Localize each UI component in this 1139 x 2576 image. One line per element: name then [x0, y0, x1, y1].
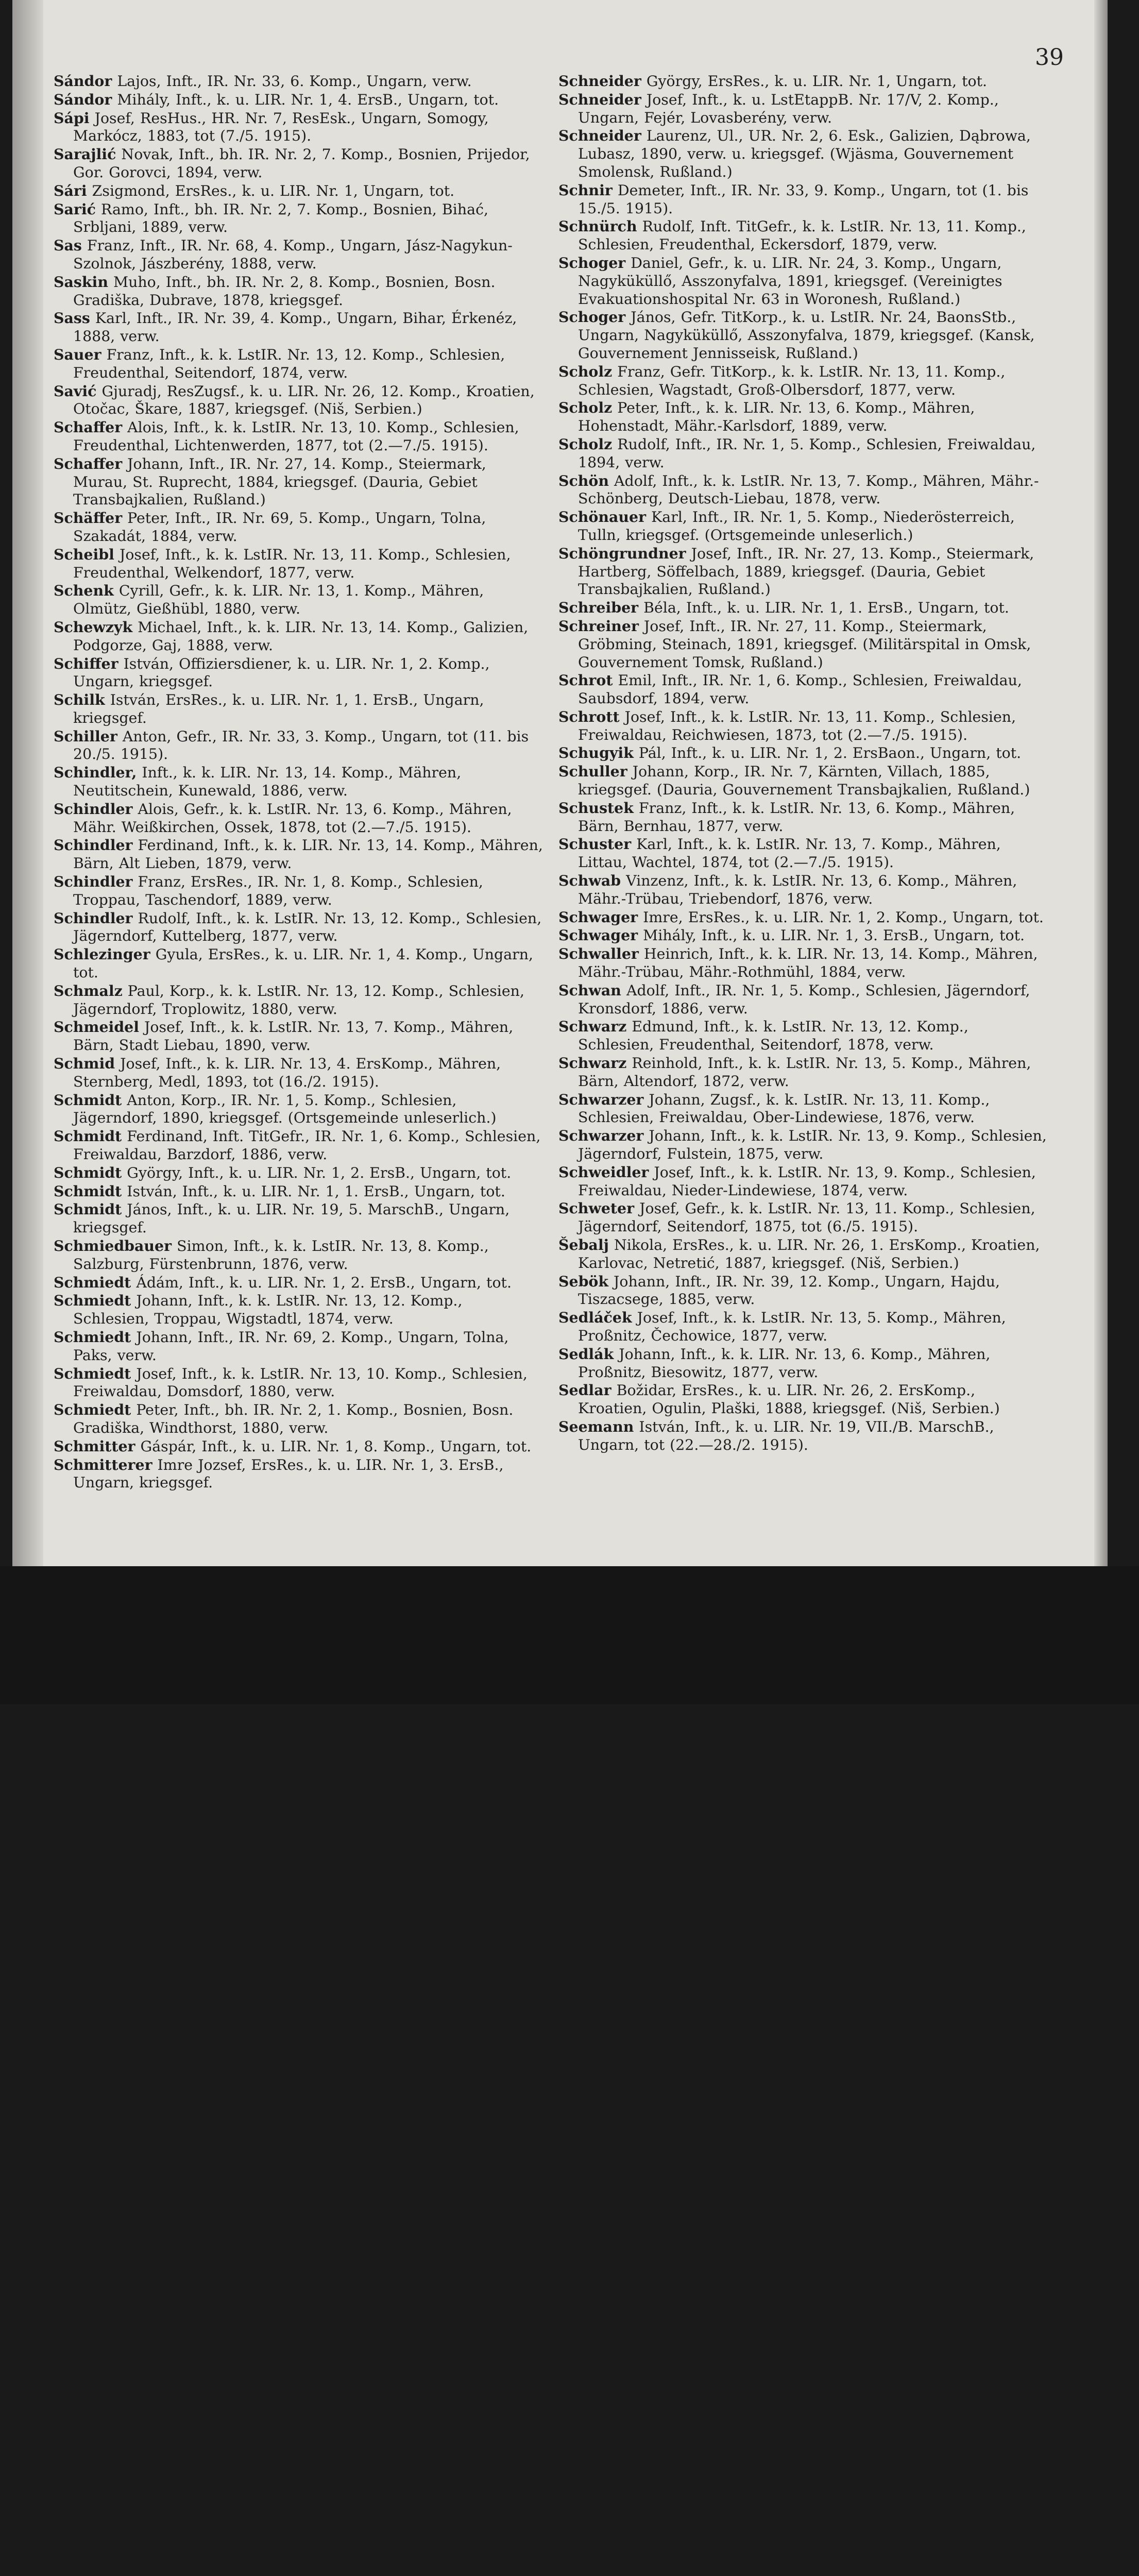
entry-details: György, ErsRes., k. u. LIR. Nr. 1, Ungarn, tot.: [641, 73, 988, 90]
register-entry: [54, 691, 543, 727]
register-entry: [54, 873, 543, 909]
entry-surname: Sedláček: [558, 1309, 632, 1327]
entry-surname: Schoger: [558, 253, 626, 272]
entry-details: Johann, Inft., k. k. LstIR. Nr. 13, 12. Komp., Schlesien, Troppau, Wigstadtl, 1874, verw.: [73, 1292, 463, 1328]
register-entry: [558, 945, 1048, 981]
entry-surname: Schwarzer: [558, 1127, 644, 1145]
entry-surname: Sebök: [558, 1272, 609, 1290]
entry-surname: Schmidt: [54, 1163, 122, 1181]
register-entry: [558, 1236, 1048, 1273]
entry-surname: Schäffer: [54, 509, 123, 527]
entry-surname: Scholz: [558, 362, 613, 380]
entry-details: István, ErsRes., k. u. LIR. Nr. 1, 1. ErsB., Ungarn, kriegsgef.: [73, 691, 484, 726]
entry-surname: Schmeidel: [54, 1018, 140, 1036]
entry-details: Edmund, Inft., k. k. LstIR. Nr. 13, 12. Komp., Schlesien, Freudenthal, Seitendorf, 1878, verw.: [578, 1018, 968, 1054]
entry-surname: Scheibl: [54, 545, 114, 563]
entry-details: Josef, Inft., k. k. LstIR. Nr. 13, 5. Komp., Mähren, Proßnitz, Čechowice, 1877, verw.: [578, 1309, 1006, 1344]
register-entry: [558, 508, 1048, 545]
register-entry: [558, 1273, 1048, 1309]
entry-surname: Saskin: [54, 273, 108, 291]
entry-details: István, Inft., k. u. LIR. Nr. 1, 1. ErsB., Ungarn, tot.: [122, 1182, 505, 1200]
entry-surname: Sass: [54, 309, 90, 327]
entry-details: Pál, Inft., k. u. LIR. Nr. 1, 2. ErsBaon., Ungarn, tot.: [633, 744, 1022, 762]
entry-surname: Sarić: [54, 200, 96, 218]
register-entry: [558, 926, 1048, 945]
entry-details: Josef, Inft., k. u. LstEtappB. Nr. 17/V, 2. Komp., Ungarn, Fejér, Lovasberény, verw.: [578, 91, 999, 126]
entry-surname: Schneider: [558, 72, 641, 90]
entry-surname: Schnürch: [558, 217, 637, 235]
register-entry: [54, 72, 543, 91]
entry-surname: Schreiber: [558, 599, 639, 617]
entry-details: Ferdinand, Inft., k. k. LIR. Nr. 13, 14. Komp., Mähren, Bärn, Alt Lieben, 1879, verw.: [73, 837, 543, 872]
register-entry: [54, 800, 543, 837]
register-entry: [558, 399, 1048, 435]
entry-surname: Schmiedt: [54, 1328, 131, 1346]
entry-surname: Schindler: [54, 836, 133, 854]
entry-details: Simon, Inft., k. k. LstIR. Nr. 13, 8. Komp., Salzburg, Fürstenbrunn, 1876, verw.: [73, 1238, 489, 1273]
register-entry: [54, 509, 543, 546]
entry-details: Heinrich, Inft., k. k. LIR. Nr. 13, 14. Komp., Mähren, Mähr.-Trübau, Mähr.-Rothmühl, 1884, verw.: [578, 945, 1038, 981]
register-entry: [558, 1345, 1048, 1382]
entry-surname: Schenk: [54, 582, 114, 600]
register-entry: [54, 1127, 543, 1164]
entry-surname: Schweidler: [558, 1163, 649, 1181]
entry-details: Michael, Inft., k. k. LIR. Nr. 13, 14. Komp., Galizien, Podgorze, Gaj, 1888, verw.: [73, 618, 529, 654]
entry-details: Novak, Inft., bh. IR. Nr. 2, 7. Komp., Bosnien, Prijedor, Gor. Gorovci, 1894, verw.: [73, 146, 530, 181]
entry-details: János, Gefr. TitKorp., k. u. LstIR. Nr. 24, BaonsStb., Ungarn, Nagyküküllő, Asszonyfalva, 1879, kriegsgef. (Kansk, Gouvernement Jennisseisk, Rußland.): [578, 309, 1035, 362]
register-entry: [558, 435, 1048, 472]
entry-details: Ádám, Inft., k. u. LIR. Nr. 1, 2. ErsB., Ungarn, tot.: [131, 1274, 512, 1291]
entry-details: György, Inft., k. u. LIR. Nr. 1, 2. ErsB., Ungarn, tot.: [122, 1164, 512, 1181]
entry-details: Josef, Inft., k. k. LstIR. Nr. 13, 9. Komp., Schlesien, Freiwaldau, Nieder-Lindewiese, 1874, verw.: [578, 1163, 1036, 1199]
entry-surname: Schuster: [558, 835, 632, 853]
entry-details: Zsigmond, ErsRes., k. u. LIR. Nr. 1, Ungarn, tot.: [87, 182, 455, 199]
entry-details: Muho, Inft., bh. IR. Nr. 2, 8. Komp., Bosnien, Bosn. Gradiška, Dubrave, 1878, kriegsgef.: [73, 273, 496, 309]
entry-surname: Schreiner: [558, 617, 639, 635]
entry-details: Imre, ErsRes., k. u. LIR. Nr. 1, 2. Komp., Ungarn, tot.: [638, 908, 1044, 926]
entry-details: Franz, Inft., IR. Nr. 68, 4. Komp., Ungarn, Jász-Nagykun-Szolnok, Jászberény, 1888, verw.: [73, 237, 513, 272]
register-entry: [54, 418, 543, 455]
entry-details: Vinzenz, Inft., k. k. LstIR. Nr. 13, 6. Komp., Mähren, Mähr.-Trübau, Triebendorf, 1876, verw.: [578, 872, 1017, 907]
entry-details: Karl, Inft., IR. Nr. 39, 4. Komp., Ungarn, Bihar, Érkenéz, 1888, verw.: [73, 310, 517, 345]
right-column: [558, 72, 1048, 1454]
entry-surname: Sári: [54, 181, 87, 199]
register-entry: [54, 1018, 543, 1055]
entry-surname: Sauer: [54, 345, 101, 363]
entry-surname: Schwaller: [558, 945, 639, 963]
entry-details: Božidar, ErsRes., k. u. LIR. Nr. 26, 2. ErsKomp., Kroatien, Ogulin, Plaški, 1888, kriegsgef. (Niš, Serbien.): [578, 1382, 1000, 1417]
entry-details: István, Offiziersdiener, k. u. LIR. Nr. 1, 2. Komp., Ungarn, kriegsgef.: [73, 655, 490, 690]
entry-surname: Schön: [558, 471, 609, 489]
entry-details: Rudolf, Inft. TitGefr., k. k. LstIR. Nr. 13, 11. Komp., Schlesien, Freudenthal, Eckersdorf, 1879, verw.: [578, 218, 1026, 253]
entry-details: Gáspár, Inft., k. u. LIR. Nr. 1, 8. Komp., Ungarn, tot.: [135, 1437, 532, 1455]
register-entry: [54, 1091, 543, 1128]
register-entry: [54, 582, 543, 618]
entry-details: Laurenz, Ul., UR. Nr. 2, 6. Esk., Galizien, Dąbrowa, Lubasz, 1890, verw. u. kriegsgef. (Wjäsma, Gouvernement Smolensk, Rußland.): [578, 127, 1031, 180]
register-entry: [54, 836, 543, 873]
entry-details: Ramo, Inft., bh. IR. Nr. 2, 7. Komp., Bosnien, Bihać, Srbljani, 1889, verw.: [73, 200, 488, 236]
entry-surname: Schindler: [54, 800, 133, 818]
entry-surname: Schmiedt: [54, 1273, 131, 1291]
entry-details: Johann, Inft., k. k. LIR. Nr. 13, 6. Komp., Mähren, Proßnitz, Biesowitz, 1877, verw.: [578, 1345, 991, 1381]
entry-surname: Schmiedbauer: [54, 1237, 172, 1255]
register-entry: [54, 727, 543, 764]
register-entry: [54, 546, 543, 582]
entry-details: János, Inft., k. u. LIR. Nr. 19, 5. MarschB., Ungarn, kriegsgef.: [73, 1201, 510, 1236]
register-entry: [558, 599, 1048, 617]
register-entry: [54, 1292, 543, 1328]
entry-surname: Schrott: [558, 707, 620, 725]
entry-details: Anton, Gefr., IR. Nr. 33, 3. Komp., Ungarn, tot (11. bis 20./5. 1915).: [73, 727, 529, 763]
entry-surname: Schindler: [54, 873, 133, 891]
register-entry: [558, 799, 1048, 836]
register-entry: [54, 109, 543, 146]
register-entry: [54, 909, 543, 946]
register-entry: [558, 472, 1048, 509]
register-entry: [54, 145, 543, 182]
scanned-page: [12, 0, 1108, 1566]
entry-surname: Sápi: [54, 109, 90, 127]
entry-surname: Seemann: [558, 1417, 634, 1435]
register-entry: [558, 91, 1048, 127]
entry-surname: Schindler: [54, 909, 133, 927]
register-entry: [558, 363, 1048, 399]
entry-surname: Schmidt: [54, 1127, 122, 1145]
page-edge: [1094, 0, 1108, 1566]
register-entry: [54, 91, 543, 109]
register-entry: [558, 617, 1048, 671]
entry-details: Josef, Gefr., k. k. LstIR. Nr. 13, 11. Komp., Schlesien, Jägerndorf, Seitendorf, 1875, tot (6./5. 1915).: [578, 1200, 1035, 1235]
entry-surname: Schewzyk: [54, 618, 133, 636]
register-entry: [54, 236, 543, 273]
register-entry: [54, 1437, 543, 1456]
register-entry: [558, 181, 1048, 218]
entry-details: Inft., k. k. LIR. Nr. 13, 14. Komp., Mähren, Neutitschein, Kunewald, 1886, verw.: [73, 764, 462, 800]
entry-surname: Savić: [54, 382, 97, 400]
register-entry: [558, 1381, 1048, 1418]
entry-details: Josef, Inft., k. k. LstIR. Nr. 13, 10. Komp., Schlesien, Freiwaldau, Domsdorf, 1880, verw.: [73, 1365, 528, 1400]
register-entry: [54, 346, 543, 382]
entry-details: Rudolf, Inft., k. k. LstIR. Nr. 13, 12. Komp., Schlesien, Jägerndorf, Kuttelberg, 1877, verw.: [73, 909, 542, 945]
entry-details: Reinhold, Inft., k. k. LstIR. Nr. 13, 5. Komp., Mähren, Bärn, Altendorf, 1872, verw.: [578, 1055, 1031, 1090]
entry-details: Gjuradj, ResZugsf., k. u. LIR. Nr. 26, 12. Komp., Kroatien, Otočac, Škare, 1887, kriegsgef. (Niš, Serbien.): [73, 382, 535, 418]
entry-surname: Schönauer: [558, 508, 647, 526]
register-entry: [54, 945, 543, 982]
entry-details: Johann, Korp., IR. Nr. 7, Kärnten, Villach, 1885, kriegsgef. (Dauria, Gouvernement Transbajkalien, Rußland.): [578, 763, 1030, 799]
register-entry: [558, 127, 1048, 181]
entry-surname: Scholz: [558, 435, 613, 453]
register-entry: [558, 308, 1048, 362]
register-entry: [54, 182, 543, 200]
register-entry: [558, 872, 1048, 908]
entry-details: Béla, Inft., k. u. LIR. Nr. 1, 1. ErsB., Ungarn, tot.: [638, 599, 1009, 617]
register-entry: [558, 981, 1048, 1018]
entry-surname: Schwan: [558, 981, 621, 999]
register-entry: [54, 273, 543, 310]
entry-details: Johann, Inft., k. k. LstIR. Nr. 13, 9. Komp., Schlesien, Jägerndorf, Fulstein, 1875, verw.: [578, 1127, 1047, 1163]
register-entry: [558, 744, 1048, 762]
viewer-footer: [0, 1566, 1139, 1704]
register-entry: [558, 217, 1048, 254]
entry-details: Josef, Inft., k. k. LstIR. Nr. 13, 11. Komp., Schlesien, Freiwaldau, Reichwiesen, 1873, tot (2.—7./5. 1915).: [578, 708, 1016, 743]
entry-surname: Schmiedt: [54, 1401, 131, 1419]
entry-details: István, Inft., k. u. LIR. Nr. 19, VII./B. MarschB., Ungarn, tot (22.—28./2. 1915).: [578, 1418, 994, 1453]
entry-surname: Scholz: [558, 399, 613, 417]
entry-surname: Schiffer: [54, 654, 118, 672]
register-entry: [54, 1274, 543, 1292]
entry-surname: Schöngrundner: [558, 544, 686, 562]
entry-details: Josef, Inft., k. k. LstIR. Nr. 13, 7. Komp., Mähren, Bärn, Stadt Liebau, 1890, verw.: [73, 1019, 514, 1054]
register-entry: [558, 1018, 1048, 1054]
register-entry: [54, 1401, 543, 1437]
register-entry: [558, 1054, 1048, 1091]
entry-surname: Schweter: [558, 1199, 635, 1217]
entry-details: Ferdinand, Inft. TitGefr., IR. Nr. 1, 6. Komp., Schlesien, Freiwaldau, Barzdorf, 1886, verw.: [73, 1128, 541, 1163]
entry-details: Gyula, ErsRes., k. u. LIR. Nr. 1, 4. Komp., Ungarn, tot.: [73, 946, 534, 981]
entry-details: Emil, Inft., IR. Nr. 1, 6. Komp., Schlesien, Freiwaldau, Saubsdorf, 1894, verw.: [578, 672, 1022, 707]
entry-details: Alois, Gefr., k. k. LstIR. Nr. 13, 6. Komp., Mähren, Mähr. Weißkirchen, Ossek, 1878, tot (2.—7./5. 1915).: [73, 800, 512, 836]
entry-surname: Schwager: [558, 926, 638, 944]
register-entry: [54, 655, 543, 691]
entry-details: Paul, Korp., k. k. LstIR. Nr. 13, 12. Komp., Schlesien, Jägerndorf, Troplowitz, 1880, verw.: [73, 982, 524, 1018]
entry-surname: Schrot: [558, 671, 613, 689]
entry-details: Johann, Inft., IR. Nr. 69, 2. Komp., Ungarn, Tolna, Paks, verw.: [73, 1328, 509, 1364]
register-entry: [54, 1328, 543, 1365]
entry-details: Mihály, Inft., k. u. LIR. Nr. 1, 4. ErsB., Ungarn, tot.: [112, 91, 499, 108]
entry-surname: Schaffer: [54, 454, 123, 472]
entry-surname: Schwarzer: [558, 1090, 644, 1108]
entry-surname: Schwager: [558, 908, 638, 926]
register-entry: [558, 1127, 1048, 1163]
register-entry: [54, 1365, 543, 1401]
entry-details: Rudolf, Inft., IR. Nr. 1, 5. Komp., Schlesien, Freiwaldau, 1894, verw.: [578, 435, 1036, 471]
register-entry: [558, 1163, 1048, 1200]
entry-details: Adolf, Inft., k. k. LstIR. Nr. 13, 7. Komp., Mähren, Mähr.-Schönberg, Deutsch-Liebau, 1878, verw.: [578, 472, 1039, 507]
entry-surname: Schmidt: [54, 1200, 122, 1218]
register-entry: [54, 1164, 543, 1182]
entry-details: Daniel, Gefr., k. u. LIR. Nr. 24, 3. Komp., Ungarn, Nagyküküllő, Asszonyfalva, 1891, kriegsgef. (Vereinigtes Evakuationshospital Nr. 63 in Woronesh, Rußland.): [578, 254, 1002, 308]
entry-details: Imre Jozsef, ErsRes., k. u. LIR. Nr. 1, 3. ErsB., Ungarn, kriegsgef.: [73, 1456, 504, 1492]
register-entry: [558, 762, 1048, 799]
entry-details: Cyrill, Gefr., k. k. LIR. Nr. 13, 1. Komp., Mähren, Olmütz, Gießhübl, 1880, verw.: [73, 582, 484, 618]
register-entry: [558, 1199, 1048, 1236]
register-entry: [558, 708, 1048, 744]
entry-surname: Sedlar: [558, 1381, 611, 1399]
entry-surname: Schmidt: [54, 1091, 122, 1109]
register-entry: [54, 982, 543, 1019]
entry-surname: Sedlák: [558, 1345, 614, 1363]
entry-details: Franz, Gefr. TitKorp., k. k. LstIR. Nr. 13, 11. Komp., Schlesien, Wagstadt, Groß-Olbersdorf, 1877, verw.: [578, 363, 1006, 398]
register-entry: [54, 309, 543, 346]
register-entry: [558, 545, 1048, 599]
entry-surname: Sas: [54, 236, 82, 255]
register-entry: [558, 908, 1048, 927]
entry-details: Karl, Inft., IR. Nr. 1, 5. Komp., Niederösterreich, Tulln, kriegsgef. (Ortsgemeinde unleserlich.): [578, 509, 1015, 544]
entry-details: Josef, Inft., k. k. LstIR. Nr. 13, 11. Komp., Schlesien, Freudenthal, Welkendorf, 1877, verw.: [73, 546, 511, 581]
register-entry: [558, 72, 1048, 91]
entry-details: Anton, Korp., IR. Nr. 1, 5. Komp., Schlesien, Jägerndorf, 1890, kriegsgef. (Ortsgemeinde unleserlich.): [73, 1091, 497, 1127]
entry-details: Johann, Inft., IR. Nr. 27, 14. Komp., Steiermark, Murau, St. Ruprecht, 1884, kriegsgef. (Dauria, Gebiet Transbajkalien, Rußland.): [73, 455, 486, 509]
entry-details: Josef, Inft., IR. Nr. 27, 11. Komp., Steiermark, Gröbming, Steinach, 1891, kriegsgef. (Militärspital in Omsk, Gouvernement Tomsk, Rußland.): [578, 617, 1031, 671]
register-entry: [54, 764, 543, 800]
entry-details: Adolf, Inft., IR. Nr. 1, 5. Komp., Schlesien, Jägerndorf, Kronsdorf, 1886, verw.: [578, 981, 1030, 1017]
entry-surname: Schmitterer: [54, 1455, 152, 1473]
register-entry: [54, 382, 543, 419]
entry-surname: Schustek: [558, 799, 634, 817]
entry-surname: Sándor: [54, 72, 112, 90]
entry-details: Mihály, Inft., k. u. LIR. Nr. 1, 3. ErsB., Ungarn, tot.: [638, 927, 1025, 944]
page-number: 39: [1035, 44, 1064, 71]
entry-details: Peter, Inft., bh. IR. Nr. 2, 1. Komp., Bosnien, Bosn. Gradiška, Windthorst, 1880, verw.: [73, 1401, 514, 1436]
entry-details: Johann, Zugsf., k. k. LstIR. Nr. 13, 11. Komp., Schlesien, Freiwaldau, Ober-Lindewiese, 1876, verw.: [578, 1091, 990, 1126]
entry-details: Franz, ErsRes., IR. Nr. 1, 8. Komp., Schlesien, Troppau, Taschendorf, 1889, verw.: [73, 873, 483, 908]
entry-surname: Sándor: [54, 90, 112, 108]
register-entry: [558, 1309, 1048, 1345]
entry-surname: Schmid: [54, 1055, 115, 1073]
entry-details: Karl, Inft., k. k. LstIR. Nr. 13, 7. Komp., Mähren, Littau, Wachtel, 1874, tot (2.—7./5. 1915).: [578, 836, 1001, 871]
register-entry: [558, 1418, 1048, 1454]
page-gutter: [12, 0, 43, 1566]
entry-surname: Schmiedt: [54, 1364, 131, 1382]
entry-details: Lajos, Inft., IR. Nr. 33, 6. Komp., Ungarn, verw.: [112, 73, 472, 90]
entry-details: Peter, Inft., IR. Nr. 69, 5. Komp., Ungarn, Tolna, Szakadát, 1884, verw.: [73, 510, 486, 545]
register-entry: [558, 1091, 1048, 1127]
entry-surname: Sarajlić: [54, 145, 116, 163]
entry-surname: Schmitter: [54, 1437, 135, 1455]
register-entry: [54, 455, 543, 509]
entry-surname: Schmiedt: [54, 1292, 131, 1310]
entry-details: Josef, ResHus., HR. Nr. 7, ResEsk., Ungarn, Somogy, Markócz, 1883, tot (7./5. 1915).: [73, 109, 489, 145]
entry-surname: Schindler,: [54, 764, 137, 782]
register-entry: [54, 618, 543, 655]
entry-surname: Schneider: [558, 127, 641, 145]
entry-surname: Schlezinger: [54, 945, 150, 963]
entry-surname: Schoger: [558, 308, 626, 326]
entry-surname: Schiller: [54, 727, 117, 745]
register-entry: [54, 1182, 543, 1201]
entry-surname: Schaffer: [54, 418, 123, 436]
entry-surname: Schmidt: [54, 1182, 122, 1200]
entry-surname: Schneider: [558, 90, 641, 108]
left-column: [54, 72, 543, 1492]
entry-surname: Schwab: [558, 872, 621, 890]
entry-details: Franz, Inft., k. k. LstIR. Nr. 13, 12. Komp., Schlesien, Freudenthal, Seitendorf, 1874, verw.: [73, 346, 505, 381]
register-entry: [54, 1200, 543, 1237]
entry-surname: Schilk: [54, 691, 105, 709]
entry-details: Peter, Inft., k. k. LIR. Nr. 13, 6. Komp., Mähren, Hohenstadt, Mähr.-Karlsdorf, 1889, verw.: [578, 399, 975, 435]
entry-surname: Schuller: [558, 762, 627, 781]
register-entry: [558, 835, 1048, 872]
register-entry: [558, 671, 1048, 708]
entry-surname: Schwarz: [558, 1018, 627, 1036]
entry-surname: Schugyik: [558, 744, 634, 762]
register-entry: [54, 1055, 543, 1091]
entry-details: Nikola, ErsRes., k. u. LIR. Nr. 26, 1. ErsKomp., Kroatien, Karlovac, Netretić, 1887, kriegsgef. (Niš, Serbien.): [578, 1236, 1040, 1272]
entry-details: Josef, Inft., k. k. LIR. Nr. 13, 4. ErsKomp., Mähren, Sternberg, Medl, 1893, tot (16./2. 1915).: [73, 1055, 501, 1090]
register-entry: [558, 254, 1048, 308]
entry-details: Alois, Inft., k. k. LstIR. Nr. 13, 10. Komp., Schlesien, Freudenthal, Lichtenwerden, 1877, tot (2.—7./5. 1915).: [73, 419, 519, 454]
entry-details: Johann, Inft., IR. Nr. 39, 12. Komp., Ungarn, Hajdu, Tiszacsege, 1885, verw.: [578, 1273, 1000, 1308]
entry-surname: Schmalz: [54, 981, 123, 999]
entry-details: Franz, Inft., k. k. LstIR. Nr. 13, 6. Komp., Mähren, Bärn, Bernhau, 1877, verw.: [578, 799, 1015, 835]
entry-surname: Schnir: [558, 181, 613, 199]
entry-surname: Schwarz: [558, 1054, 627, 1072]
register-entry: [54, 200, 543, 237]
register-entry: [54, 1237, 543, 1274]
entry-details: Demeter, Inft., IR. Nr. 33, 9. Komp., Ungarn, tot (1. bis 15./5. 1915).: [578, 181, 1029, 217]
entry-details: Josef, Inft., IR. Nr. 27, 13. Komp., Steiermark, Hartberg, Söffelbach, 1889, kriegsgef. (Dauria, Gebiet Transbajkalien, Rußland.): [578, 545, 1034, 598]
register-entry: [54, 1456, 543, 1493]
entry-surname: Šebalj: [558, 1236, 609, 1253]
